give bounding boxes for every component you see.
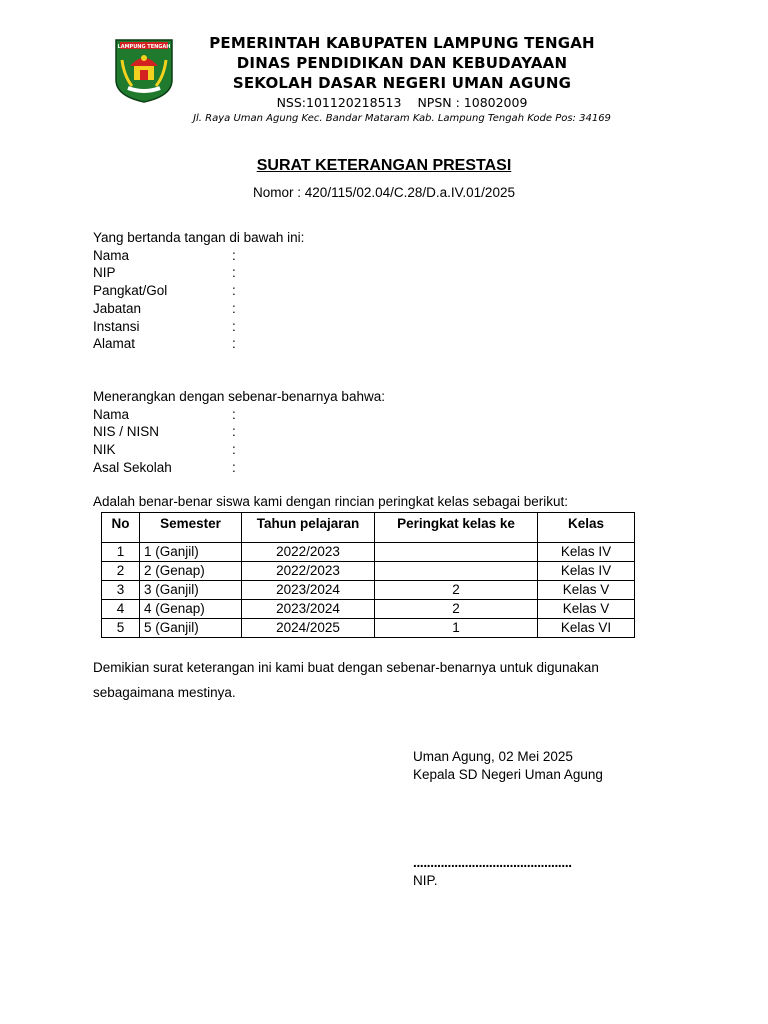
field-row: [93, 318, 304, 336]
field-label: Asal Sekolah: [93, 459, 172, 475]
document-title: SURAT KETERANGAN PRESTASI: [256, 157, 512, 174]
table-row: [102, 600, 635, 619]
field-colon: :: [232, 318, 236, 334]
table-cell: 2: [102, 562, 140, 581]
signer-intro: Yang bertanda tangan di bawah ini:: [93, 230, 305, 245]
field-row: [93, 459, 385, 477]
table-cell: Kelas V: [538, 600, 635, 619]
table-cell: 1 (Ganjil): [140, 543, 242, 562]
table-cell: 2: [375, 581, 538, 600]
field-label: Alamat: [93, 336, 136, 352]
svg-text:LAMPUNG TENGAH: LAMPUNG TENGAH: [117, 44, 171, 50]
field-label: Pangkat/Gol: [93, 283, 168, 299]
closing-paragraph: [93, 656, 693, 705]
field-colon: :: [232, 459, 236, 475]
student-intro: Menerangkan dengan sebenar-benarnya bahwa:: [93, 389, 385, 404]
field-colon: :: [232, 442, 236, 458]
table-intro: Adalah benar-benar siswa kami dengan rincian peringkat kelas sebagai berikut:: [93, 494, 569, 509]
table-header-cell: Kelas: [538, 513, 635, 543]
regency-logo-icon: [112, 36, 176, 104]
letterhead: [170, 33, 634, 126]
table-cell: 2: [375, 600, 538, 619]
signer-position: Kepala SD Negeri Uman Agung: [413, 767, 603, 782]
field-row: [93, 282, 304, 300]
signature-block: [413, 748, 603, 784]
table-cell: 2023/2024: [242, 600, 375, 619]
signer-nip: NIP.: [413, 873, 438, 888]
field-label: Instansi: [93, 318, 140, 334]
field-row: [93, 441, 385, 459]
field-row: [93, 247, 304, 265]
table-cell: 2 (Genap): [140, 562, 242, 581]
table-row: [102, 619, 635, 638]
table-header-cell: Semester: [140, 513, 242, 543]
place-date: Uman Agung, 02 Mei 2025: [413, 749, 573, 764]
table-cell: Kelas IV: [538, 562, 635, 581]
field-label: NIS / NISN: [93, 424, 160, 440]
letterhead-line3: SEKOLAH DASAR NEGERI UMAN AGUNG: [232, 74, 572, 92]
closing-line1: Demikian surat keterangan ini kami buat dengan sebenar-benarnya untuk digunakan: [93, 660, 599, 675]
table-cell: 1: [102, 543, 140, 562]
field-colon: :: [232, 247, 236, 263]
field-label: Nama: [93, 247, 130, 263]
field-colon: :: [232, 424, 236, 440]
signer-section: [93, 229, 304, 353]
letterhead-line2: DINAS PENDIDIKAN DAN KEBUDAYAAN: [236, 54, 568, 72]
letterhead-line1: PEMERINTAH KABUPATEN LAMPUNG TENGAH: [209, 34, 595, 52]
table-cell: Kelas V: [538, 581, 635, 600]
closing-line2: sebagaimana mestinya.: [93, 684, 236, 700]
field-label: Nama: [93, 406, 130, 422]
field-row: [93, 300, 304, 318]
field-colon: :: [232, 300, 236, 316]
letterhead-address: Jl. Raya Uman Agung Kec. Bandar Mataram Kab. Lampung Tengah Kode Pos: 34169: [193, 113, 611, 124]
table-cell: 5 (Ganjil): [140, 619, 242, 638]
table-cell: 2024/2025: [242, 619, 375, 638]
field-label: NIK: [93, 442, 116, 458]
field-colon: :: [232, 283, 236, 299]
field-row: [93, 335, 304, 353]
field-row: [93, 406, 385, 424]
table-cell: 1: [375, 619, 538, 638]
table-cell: [375, 543, 538, 562]
ranking-table: [101, 512, 635, 638]
table-cell: 3 (Ganjil): [140, 581, 242, 600]
field-colon: :: [232, 406, 236, 422]
table-cell: Kelas VI: [538, 619, 635, 638]
table-cell: 3: [102, 581, 140, 600]
table-cell: 4 (Genap): [140, 600, 242, 619]
table-cell: 2022/2023: [242, 543, 375, 562]
table-row: [102, 562, 635, 581]
field-colon: :: [232, 336, 236, 352]
table-cell: 2022/2023: [242, 562, 375, 581]
field-row: [93, 264, 304, 282]
table-row: [102, 543, 635, 562]
field-label: Jabatan: [93, 300, 142, 316]
table-header-row: [102, 513, 635, 543]
document-number: Nomor : 420/115/02.04/C.28/D.a.IV.01/2025: [253, 185, 515, 200]
table-header-cell: Peringkat kelas ke: [375, 513, 538, 543]
table-header-cell: Tahun pelajaran: [242, 513, 375, 543]
table-cell: Kelas IV: [538, 543, 635, 562]
table-cell: 5: [102, 619, 140, 638]
signature-line: ..............................................: [413, 855, 572, 870]
table-cell: 2023/2024: [242, 581, 375, 600]
field-colon: :: [232, 265, 236, 281]
student-section: [93, 388, 385, 477]
letterhead-ids: [170, 94, 634, 111]
field-row: [93, 423, 385, 441]
table-cell: [375, 562, 538, 581]
npsn-text: NPSN : 10802009: [417, 95, 528, 110]
table-header-cell: No: [102, 513, 140, 543]
table-row: [102, 581, 635, 600]
table-cell: 4: [102, 600, 140, 619]
field-label: NIP: [93, 265, 116, 281]
nss-text: NSS:101120218513: [276, 95, 402, 110]
